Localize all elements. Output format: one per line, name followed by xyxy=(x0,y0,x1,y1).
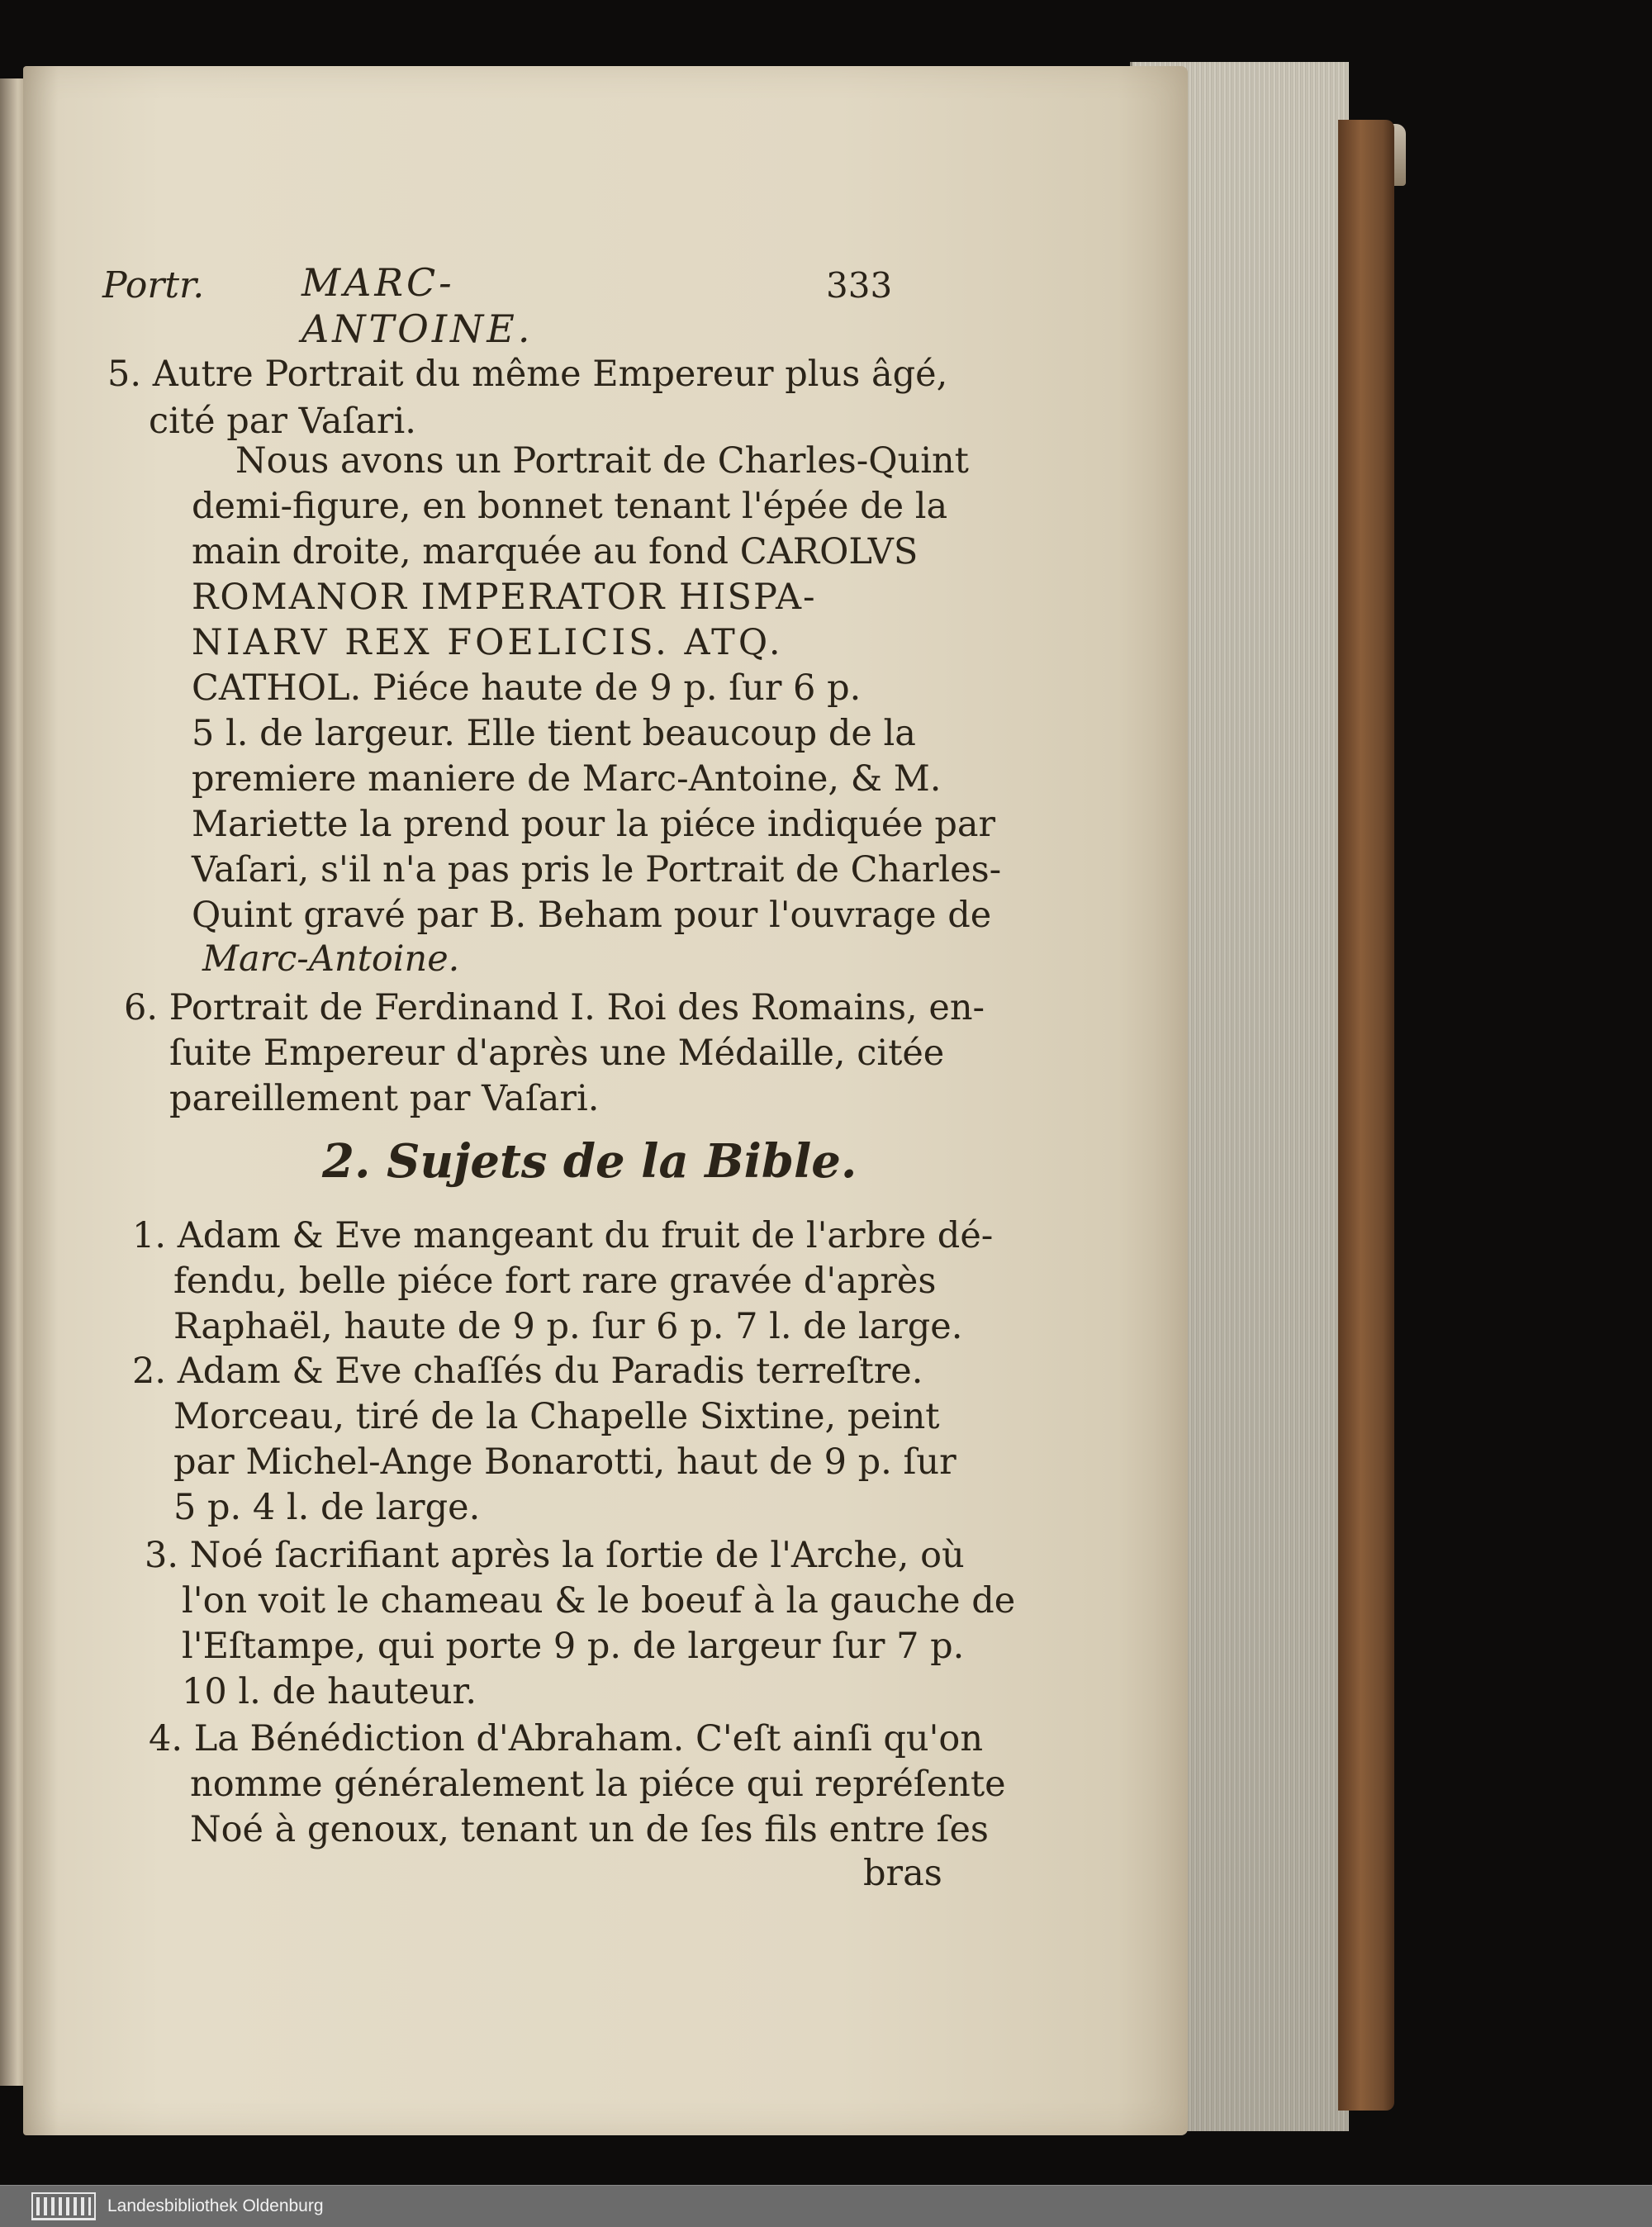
section-heading: 2. Sujets de la Bible. xyxy=(322,1134,857,1189)
text-line: ſuite Empereur d'après une Médaille, citée xyxy=(169,1033,945,1074)
text-line: main droite, marquée au fond CAROLVS xyxy=(192,531,919,572)
page-number: 333 xyxy=(826,265,893,306)
text-line: NIARV REX FOELICIS. ATQ. xyxy=(192,622,784,663)
text-line: 10 l. de hauteur. xyxy=(182,1671,477,1712)
text-line: l'on voit le chameau & le boeuf à la gauche de xyxy=(182,1580,1016,1622)
text-line: cité par Vaſari. xyxy=(149,401,416,442)
catchword: bras xyxy=(863,1853,942,1894)
text-line: 1. Adam & Eve mangeant du fruit de l'arbre dé- xyxy=(132,1215,994,1256)
text-line: CATHOL. Piéce haute de 9 p. ſur 6 p. xyxy=(192,667,862,709)
library-logo-icon xyxy=(31,2192,96,2220)
text-line: Mariette la prend pour la piéce indiquée par xyxy=(192,804,996,845)
text-line: Marc-Antoine. xyxy=(202,938,460,980)
text-line: 5. Autre Portrait du même Empereur plus âgé, xyxy=(107,354,948,395)
library-name: Landesbibliothek Oldenburg xyxy=(107,2196,324,2215)
text-line: 4. La Bénédiction d'Abraham. C'eſt ainſi qu'on xyxy=(149,1718,984,1759)
text-line: Morceau, tiré de la Chapelle Sixtine, peint xyxy=(173,1396,940,1437)
text-line: ROMANOR IMPERATOR HISPA- xyxy=(192,577,817,618)
text-line: Quint gravé par B. Beham pour l'ouvrage de xyxy=(192,895,992,936)
text-line: l'Eſtampe, qui porte 9 p. de largeur ſur 7 p. xyxy=(182,1626,965,1667)
text-line: Vaſari, s'il n'a pas pris le Portrait de Charles- xyxy=(192,849,1002,890)
text-line: premiere maniere de Marc-Antoine, & M. xyxy=(192,758,942,800)
text-line: fendu, belle piéce fort rare gravée d'après xyxy=(173,1261,937,1302)
text-line: Noé à genoux, tenant un de ſes fils entre ſes xyxy=(190,1809,989,1850)
text-line: demi-figure, en bonnet tenant l'épée de la xyxy=(192,486,948,527)
text-line: 3. Noé ſacrifiant après la ſortie de l'Arche, où xyxy=(145,1535,965,1576)
text-line: Raphaël, haute de 9 p. ſur 6 p. 7 l. de large. xyxy=(173,1306,963,1347)
text-line: 2. Adam & Eve chaſſés du Paradis terreſtre. xyxy=(132,1351,923,1392)
running-header-title: MARC-ANTOINE. xyxy=(301,260,534,351)
text-line: 6. Portrait de Ferdinand I. Roi des Romains, en- xyxy=(124,987,985,1028)
text-line: nomme généralement la piéce qui repréſente xyxy=(190,1764,1006,1805)
text-line: 5 p. 4 l. de large. xyxy=(173,1487,481,1528)
text-line: 5 l. de largeur. Elle tient beaucoup de la xyxy=(192,713,916,754)
running-header-section: Portr. xyxy=(102,264,205,306)
book-cover xyxy=(1338,120,1394,2111)
text-line: par Michel-Ange Bonarotti, haut de 9 p. ſur xyxy=(173,1441,957,1483)
text-line: pareillement par Vaſari. xyxy=(169,1078,600,1119)
text-line: Nous avons un Portrait de Charles-Quint xyxy=(235,440,969,482)
viewer-footer xyxy=(0,2185,1652,2227)
